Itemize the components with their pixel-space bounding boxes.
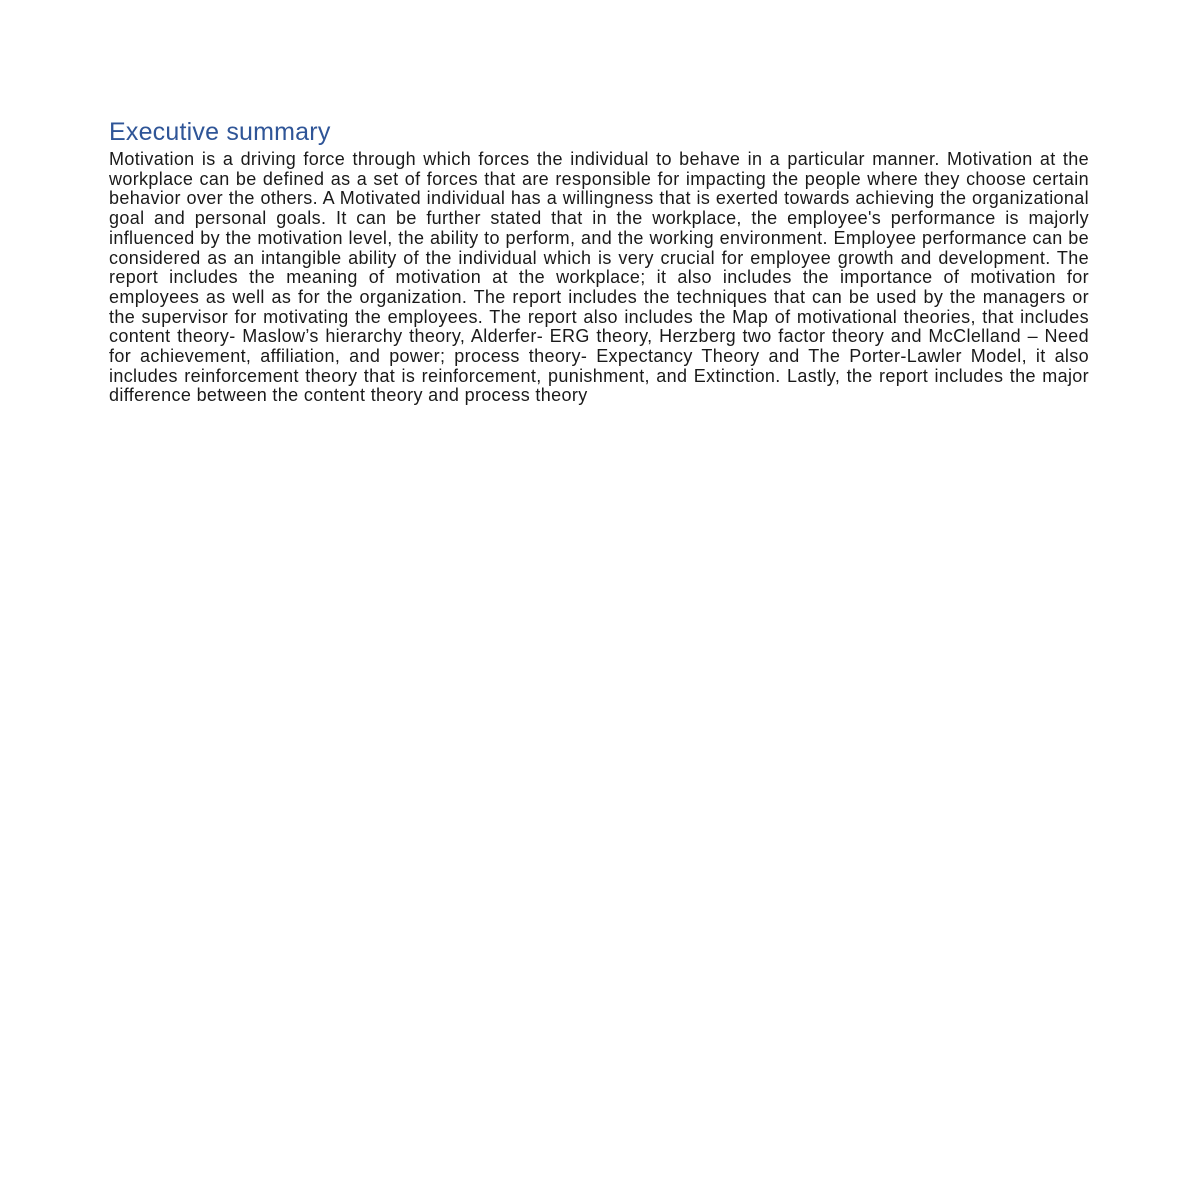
summary-paragraph: Motivation is a driving force through which forces the individual to behave in a particular manner. Motivation at the workplace can be defined as a set of forces that are responsible for impacting the people where they choose certain behavior over the others. A Motivated individual has a willingness that is exerted towards achieving the organizational goal and personal goals. It can be further stated that in the workplace, the employee's performance is majorly influenced by the motivation level, the ability to perform, and the working environment. Employee performance can be considered as an intangible ability of the individual which is very crucial for employee growth and development. The report includes the meaning of motivation at the workplace; it also includes the importance of motivation for employees as well as for the organization. The report includes the techniques that can be used by the managers or the supervisor for motivating the employees. The report also includes the Map of motivational theories, that includes content theory- Maslow’s hierarchy theory, Alderfer- ERG theory, Herzberg two factor theory and McClelland – Need for achievement, affiliation, and power; process theory- Expectancy Theory and The Porter-Lawler Model, it also includes reinforcement theory that is reinforcement, punishment, and Extinction. Lastly, the report includes the major difference between the content theory and process theory: [109, 149, 1089, 406]
document-content: [109, 117, 1089, 406]
section-heading: Executive summary: [109, 118, 331, 146]
